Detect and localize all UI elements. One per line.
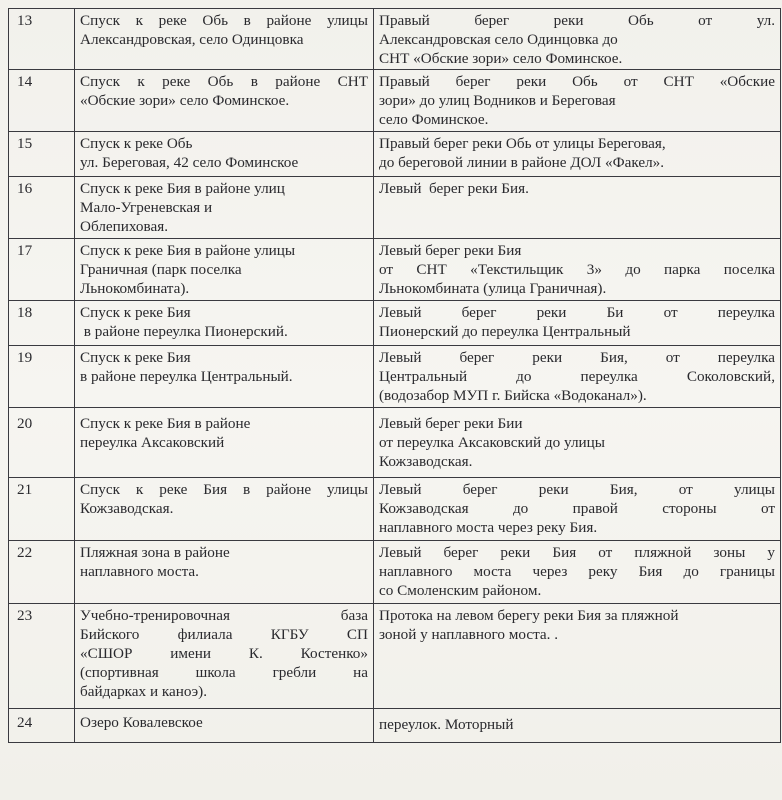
- location-description: Правый берег реки Обь от СНТ «Обские зори» до улиц Водников и Береговая село Фоминское.: [374, 70, 781, 132]
- location-description: Протока на левом берегу реки Бия за пляжной зоной у наплавного моста. .: [374, 604, 781, 709]
- location-name: Учебно-тренировочная база Бийского филиала КГБУ СП «СШОР имени К. Костенко» (спортивная школа гребли на байдарках и каноэ).: [75, 604, 374, 709]
- table-row: [9, 70, 781, 132]
- table-row: [9, 408, 781, 478]
- row-number: 23: [9, 604, 75, 709]
- location-description: Левый берег реки Бия, от улицы Кожзаводская до правой стороны от наплавного моста через реку Бия.: [374, 478, 781, 541]
- location-description: Левый берег реки Би от переулка Пионерский до переулка Центральный: [374, 301, 781, 346]
- location-name: Спуск к реке Обь в районе улицы Александровская, село Одинцовка: [75, 9, 374, 70]
- table-row: [9, 9, 781, 70]
- location-name: Спуск к реке Обь в районе СНТ «Обские зори» село Фоминское.: [75, 70, 374, 132]
- location-name: Спуск к реке Бия в районе улиц Мало-Угреневская и Облепиховая.: [75, 177, 374, 239]
- table-row: [9, 541, 781, 604]
- location-description: Левый берег реки Бия от СНТ «Текстильщик 3» до парка поселка Льнокомбината (улица Граничная).: [374, 239, 781, 301]
- row-number: 17: [9, 239, 75, 301]
- location-name: Пляжная зона в районе наплавного моста.: [75, 541, 374, 604]
- row-number: 15: [9, 132, 75, 177]
- location-name: Спуск к реке Бия в районе переулка Центральный.: [75, 346, 374, 408]
- location-description: Левый берег реки Бия, от переулка Центральный до переулка Соколовский, (водозабор МУП г. Бийска «Водоканал»).: [374, 346, 781, 408]
- table-row: [9, 709, 781, 743]
- row-number: 21: [9, 478, 75, 541]
- row-number: 16: [9, 177, 75, 239]
- table-row: [9, 132, 781, 177]
- row-number: 20: [9, 408, 75, 478]
- location-description: переулок. Моторный: [374, 709, 781, 743]
- row-number: 24: [9, 709, 75, 743]
- table-row: [9, 478, 781, 541]
- table-row: [9, 239, 781, 301]
- row-number: 13: [9, 9, 75, 70]
- location-description: Левый берег реки Бии от переулка Аксаковский до улицы Кожзаводская.: [374, 408, 781, 478]
- location-description: Левый берег реки Бия.: [374, 177, 781, 239]
- table-row: [9, 301, 781, 346]
- row-number: 14: [9, 70, 75, 132]
- table-row: [9, 177, 781, 239]
- locations-table: [8, 8, 781, 743]
- location-name: Спуск к реке Бия в районе переулка Пионерский.: [75, 301, 374, 346]
- row-number: 19: [9, 346, 75, 408]
- table-row: [9, 604, 781, 709]
- location-name: Спуск к реке Бия в районе переулка Аксаковский: [75, 408, 374, 478]
- location-description: Правый берег реки Обь от улицы Береговая, до береговой линии в районе ДОЛ «Факел».: [374, 132, 781, 177]
- location-description: Правый берег реки Обь от ул. Александровская село Одинцовка до СНТ «Обские зори» село Фоминское.: [374, 9, 781, 70]
- location-name: Спуск к реке Бия в районе улицы Граничная (парк поселка Льнокомбината).: [75, 239, 374, 301]
- row-number: 18: [9, 301, 75, 346]
- location-name: Спуск к реке Обь ул. Береговая, 42 село Фоминское: [75, 132, 374, 177]
- location-description: Левый берег реки Бия от пляжной зоны у наплавного моста через реку Бия до границы со Смоленским районом.: [374, 541, 781, 604]
- table-row: [9, 346, 781, 408]
- location-name: Озеро Ковалевское: [75, 709, 374, 743]
- row-number: 22: [9, 541, 75, 604]
- location-name: Спуск к реке Бия в районе улицы Кожзаводская.: [75, 478, 374, 541]
